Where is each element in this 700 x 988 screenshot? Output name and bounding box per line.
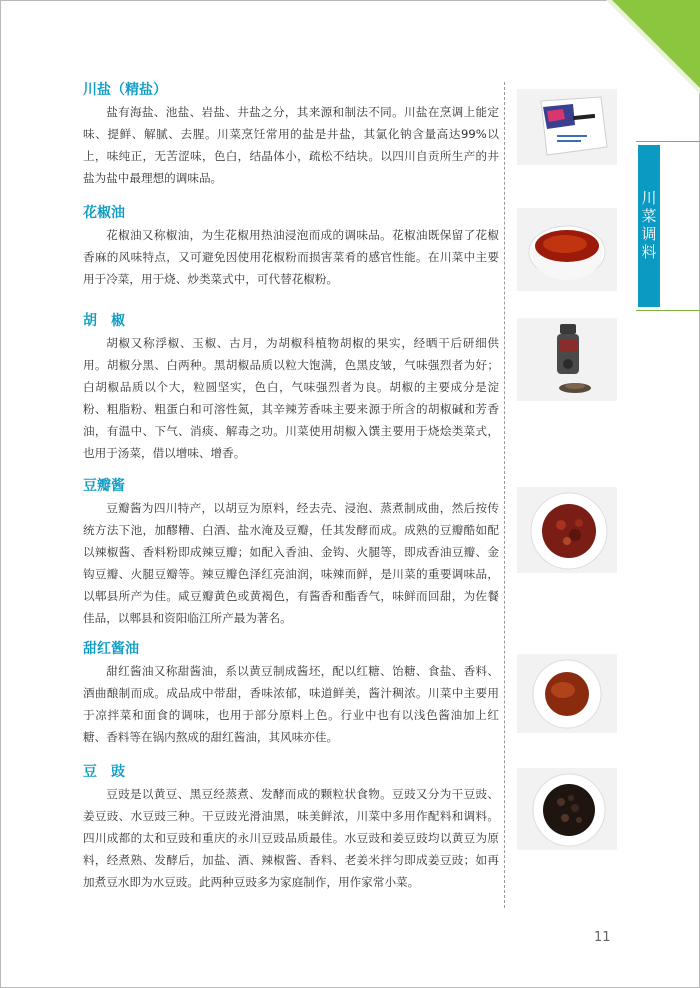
fermented-black-beans-image [517,768,617,850]
section-title: 胡 椒 [83,313,125,329]
pepper-grinder-image [517,318,617,401]
column-divider [504,82,505,908]
section-title: 豆瓣酱 [83,478,125,494]
sichuan-pepper-oil-image [517,208,617,291]
section-title: 甜红酱油 [83,641,139,657]
section-sichuan-salt [83,79,499,189]
section-title: 豆 豉 [83,764,125,780]
section-body: 豆瓣酱为四川特产，以胡豆为原料，经去壳、浸泡、蒸煮制成曲，然后按传统方法下池，加醪糟、白酒、盐水淹及豆瓣，任其发酵而成。成熟的豆瓣酷如配以辣椒酱、香料粉即成辣豆瓣；如配入香油、金钩、火腿等，即成香油豆瓣、金钩豆瓣、火腿豆瓣等。辣豆瓣色泽红亮油润，味辣而鲜，是川菜的重要调味品，以郫县所产为佳。咸豆瓣黄色或黄褐色，有酱香和酯香气，味鲜而回甜，为佐餐佳品，以郫县和资阳临江所产最为著名。 [83,501,499,625]
section-sweet-soy-sauce [83,638,499,748]
side-tab-rule-top [636,141,700,142]
section-body: 盐有海盐、池盐、岩盐、井盐之分，其来源和制法不同。川盐在烹调上能定味、提鲜、解腻、去腥。川菜烹饪常用的盐是井盐，其氯化钠含量高达99%以上，味纯正，无苦涩味，色白，结晶体小，疏松不结块。以四川自贡所生产的井盐为盐中最理想的调味品。 [83,105,499,185]
section-body: 胡椒又称浮椒、玉椒、古月，为胡椒科植物胡椒的果实，经晒干后研细供用。胡椒分黑、白两种。黑胡椒品质以粒大饱满，色黑皮皱，气味强烈者为好；白胡椒品质以个大，粒圆坚实，色白，气味强烈者为良。胡椒的主要成分是淀粉、粗脂粉、粗蛋白和可溶性氮，其辛辣芳香味主要来源于所含的胡椒碱和芳香油，有温中、下气、消痰、解毒之功。川菜使用胡椒入馔主要用于烧烩类菜式，也用于汤菜，借以增味、增香。 [83,336,499,460]
section-sichuan-pepper-oil [83,202,499,290]
section-fermented-black-beans [83,761,499,893]
section-pepper [83,310,499,464]
bean-paste-image [517,487,617,573]
section-body: 豆豉是以黄豆、黑豆经蒸煮、发酵而成的颗粒状食物。豆豉又分为干豆豉、姜豆豉、水豆豉三种。干豆豉光滑油黑，味美鲜浓，川菜中多用作配料和调料。四川成都的太和豆豉和重庆的永川豆豉品质最佳。水豆豉和姜豆豉均以黄豆为原料，经煮熟、发酵后，加盐、酒、辣椒酱、香料、老姜米拌匀即成姜豆豉；如再加煮豆水即为水豆豉。此两种豆豉多为家庭制作，用作家常小菜。 [83,787,499,889]
section-bean-paste [83,475,499,629]
side-tab-rule-bottom [636,310,700,311]
section-body: 甜红酱油又称甜酱油，系以黄豆制成酱坯，配以红糖、饴糖、食盐、香料、酒曲酿制而成。成品成中带甜，香味浓郁，味道鲜美，酱汁稠浓。川菜中主要用于凉拌菜和面食的调味，也用于部分原料上色。行业中也有以浅色酱油加上红糖、香料等在锅内熬成的甜红酱油，其风味亦佳。 [83,664,499,744]
side-tab-chapter-label: 川菜调料 [638,145,660,307]
section-body: 花椒油又称椒油，为生花椒用热油浸泡而成的调味品。花椒油既保留了花椒香麻的风味特点，又可避免因使用花椒粉而损害菜肴的感官性能。在川菜中主要用于冷菜，用于烧、炒类菜式中，可代替花椒粉。 [83,228,499,286]
salt-package-image [517,89,617,165]
page-number: 11 [594,930,611,945]
section-title: 川盐（精盐） [83,82,167,98]
sweet-soy-sauce-image [517,654,617,733]
corner-decoration [612,0,700,88]
section-title: 花椒油 [83,205,125,221]
